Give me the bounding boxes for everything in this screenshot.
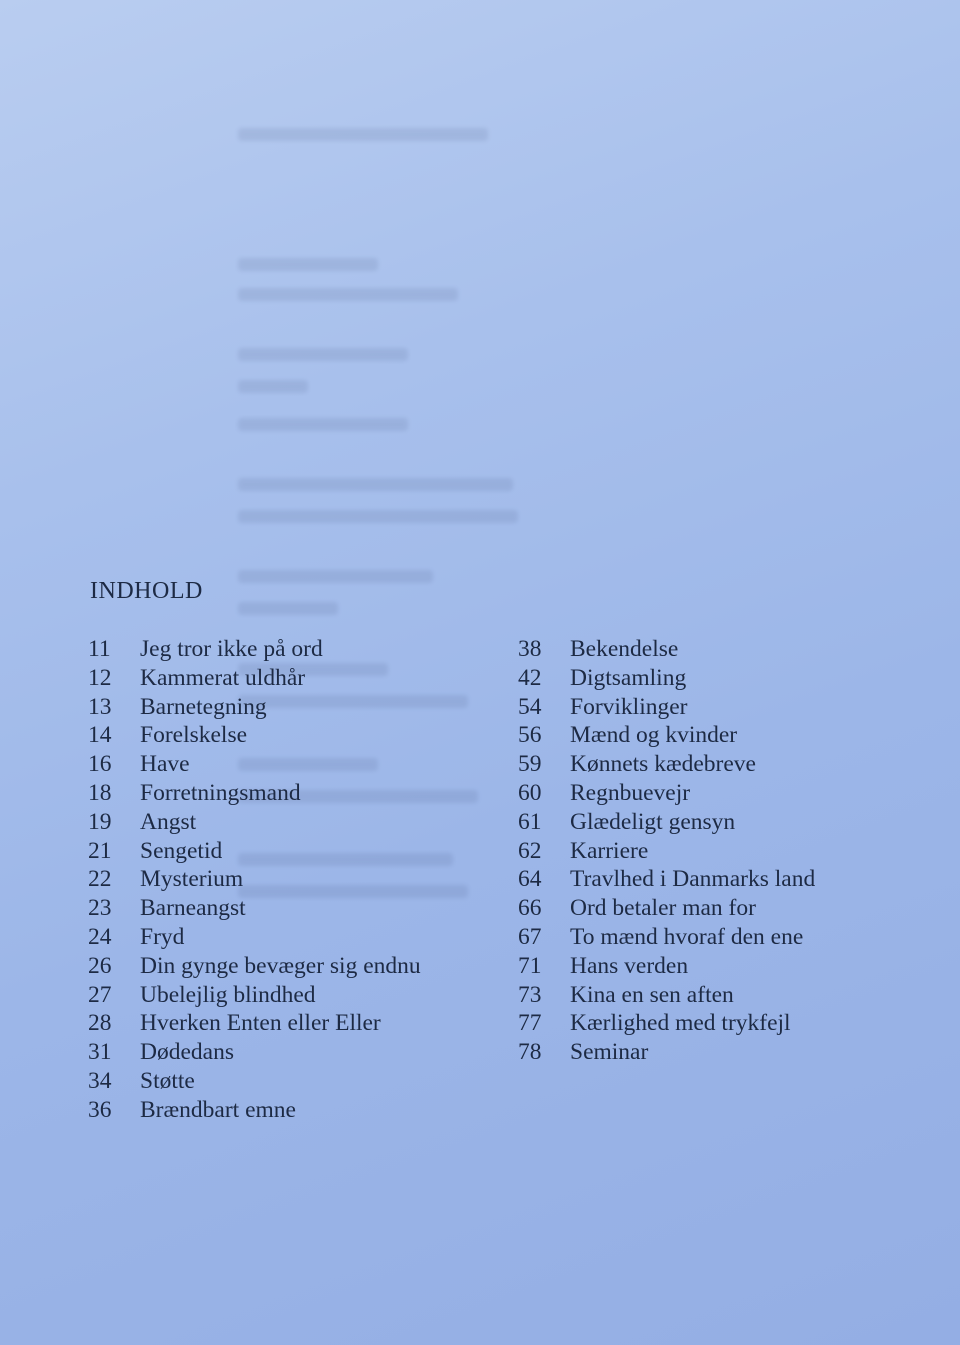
toc-entry-title: Have [140, 751, 190, 778]
toc-page-number: 42 [518, 664, 542, 691]
toc-column-right [518, 636, 815, 1068]
toc-page-number: 78 [518, 1039, 542, 1066]
toc-page-number: 62 [518, 837, 542, 864]
toc-entry [518, 722, 815, 751]
toc-entry-title: Angst [140, 808, 197, 835]
toc-page-number: 27 [88, 981, 112, 1008]
toc-entry [518, 665, 815, 694]
toc-page-number: 38 [518, 636, 542, 662]
toc-entry-title: Seminar [570, 1039, 649, 1066]
toc-entry-title: Kærlighed med trykfejl [570, 1010, 791, 1037]
page-title: INDHOLD [90, 578, 203, 604]
toc-page-number: 61 [518, 808, 542, 835]
toc-entry-title: Kammerat uldhår [140, 664, 306, 691]
toc-entry-title: Kønnets kædebreve [570, 751, 756, 778]
toc-page-number: 22 [88, 866, 112, 893]
toc-page-number: 77 [518, 1010, 542, 1037]
toc-column-left [88, 636, 421, 1126]
toc-page-number: 14 [88, 722, 112, 749]
toc-page-number: 31 [88, 1039, 112, 1066]
toc-entry [518, 895, 815, 924]
toc-entry-title: Støtte [140, 1067, 195, 1094]
toc-entry [518, 982, 815, 1011]
toc-entry-title: Forretningsmand [140, 779, 301, 806]
toc-entry-title: Travlhed i Danmarks land [570, 866, 816, 893]
toc-entry [518, 780, 815, 809]
toc-entry [88, 1097, 421, 1126]
toc-entry-title: Brændbart emne [140, 1096, 296, 1123]
toc-entry-title: Ubelejlig blindhed [140, 981, 316, 1008]
toc-entry-title: Mysterium [140, 866, 244, 893]
toc-page-number: 28 [88, 1010, 112, 1037]
toc-entry [88, 953, 421, 982]
toc-entry-title: Barneangst [140, 895, 246, 922]
toc-entry [518, 694, 815, 723]
toc-page-number: 34 [88, 1067, 112, 1094]
toc-entry-title: To mænd hvoraf den ene [570, 923, 804, 950]
toc-entry [88, 694, 421, 723]
toc-entry [88, 636, 421, 665]
toc-page-number: 18 [88, 779, 112, 806]
toc-entry-title: Glædeligt gensyn [570, 808, 736, 835]
toc-entry [88, 780, 421, 809]
toc-entry-title: Sengetid [140, 837, 223, 864]
toc-page-number: 26 [88, 952, 112, 979]
toc-page-number: 67 [518, 923, 542, 950]
toc-entry-title: Kina en sen aften [570, 981, 734, 1008]
toc-entry-title: Forviklinger [570, 693, 688, 720]
toc-entry-title: Hverken Enten eller Eller [140, 1010, 381, 1037]
toc-entry [88, 1068, 421, 1097]
toc-entry [518, 953, 815, 982]
toc-entry [88, 838, 421, 867]
toc-entry [518, 1010, 815, 1039]
toc-entry-title: Regnbuevejr [570, 779, 691, 806]
toc-entry [88, 809, 421, 838]
toc-entry [518, 751, 815, 780]
toc-page-number: 60 [518, 779, 542, 806]
toc-entry [518, 924, 815, 953]
toc-entry [88, 722, 421, 751]
toc-entry-title: Din gynge bevæger sig endnu [140, 952, 421, 979]
toc-page-number: 73 [518, 981, 542, 1008]
toc-entry-title: Fryd [140, 923, 185, 950]
toc-entry [88, 866, 421, 895]
toc-entry [518, 809, 815, 838]
toc-entry [88, 982, 421, 1011]
toc-page-number: 56 [518, 722, 542, 749]
toc-page-number: 19 [88, 808, 112, 835]
toc-entry [518, 866, 815, 895]
toc-page-number: 54 [518, 693, 542, 720]
toc-entry [88, 1010, 421, 1039]
toc-entry-title: Hans verden [570, 952, 689, 979]
toc-page-number: 71 [518, 952, 542, 979]
toc-entry [518, 1039, 815, 1068]
toc-page-number: 13 [88, 693, 112, 720]
toc-entry [88, 924, 421, 953]
toc-entry-title: Ord betaler man for [570, 895, 756, 922]
toc-page-number: 11 [88, 636, 111, 662]
toc-entry [518, 838, 815, 867]
toc-entry-title: Dødedans [140, 1039, 234, 1066]
toc-entry-title: Bekendelse [570, 636, 679, 662]
toc-page-number: 36 [88, 1096, 112, 1123]
toc-page-number: 59 [518, 751, 542, 778]
toc-entry-title: Mænd og kvinder [570, 722, 738, 749]
toc-entry-title: Forelskelse [140, 722, 248, 749]
toc-entry [88, 751, 421, 780]
toc-entry-title: Jeg tror ikke på ord [140, 636, 323, 662]
toc-entry [88, 895, 421, 924]
toc-page-number: 66 [518, 895, 542, 922]
toc-entry-title: Barnetegning [140, 693, 267, 720]
toc-page-number: 12 [88, 664, 112, 691]
toc-entry [88, 665, 421, 694]
toc-page-number: 21 [88, 837, 112, 864]
toc-entry-title: Karriere [570, 837, 649, 864]
toc-entry [88, 1039, 421, 1068]
toc-page-number: 64 [518, 866, 542, 893]
toc-entry [518, 636, 815, 665]
toc-page-number: 23 [88, 895, 112, 922]
toc-entry-title: Digtsamling [570, 664, 687, 691]
toc-page-number: 24 [88, 923, 112, 950]
toc-page-number: 16 [88, 751, 112, 778]
